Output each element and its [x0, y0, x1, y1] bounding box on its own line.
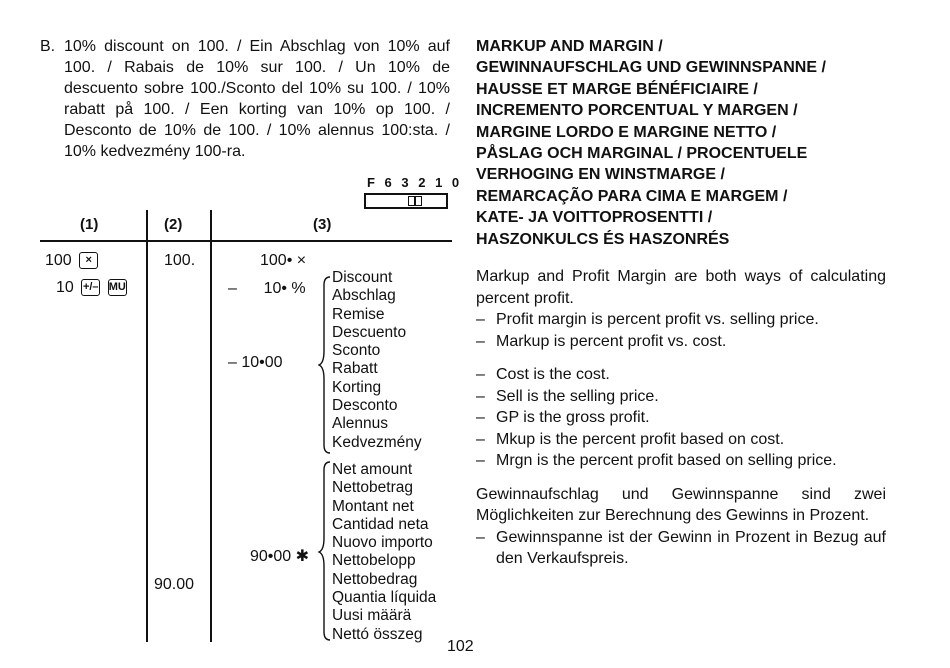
list-item: Nettobelopp	[332, 552, 416, 570]
right-column	[476, 36, 886, 570]
table-header-rule	[40, 240, 452, 242]
col1-row2	[56, 277, 127, 298]
col3-row3: – 10•00	[228, 354, 283, 371]
definition-list-1	[476, 309, 886, 352]
german-paragraph: Gewinnaufschlag und Gewinnspanne sind zwei Möglichkeiten zur Berechnung des Gewinns in Prozent.	[476, 485, 886, 525]
list-item: Discount	[332, 269, 393, 286]
list-item: Quantia líquida	[332, 589, 437, 607]
discount-term-list	[332, 269, 422, 452]
column-divider-2	[210, 210, 212, 642]
list-item: – Mkup is the percent profit based on cost.	[476, 430, 785, 448]
list-item: – Sell is the selling price.	[476, 387, 659, 405]
list-item: – Markup is percent profit vs. cost.	[476, 332, 727, 350]
col1-row1-value: 100	[45, 252, 72, 269]
list-item: Descuento	[332, 323, 407, 341]
col3-row4: 90•00 ✱	[250, 548, 310, 565]
list-item: Abschlag	[332, 287, 396, 305]
list-item: – GP is the gross profit.	[476, 409, 650, 427]
definition-list-3	[476, 527, 886, 570]
list-item: Remise	[332, 305, 385, 323]
col2-row2: 90.00	[154, 576, 195, 593]
heading-line: KATE- JA VOITTOPROSENTTI /	[476, 209, 713, 227]
list-item: Korting	[332, 378, 382, 396]
heading-line: GEWINNAUFSCHLAG UND GEWINNSPANNE /	[476, 59, 826, 77]
heading-line: INCREMENTO PORCENTUAL Y MARGEN /	[476, 102, 798, 120]
col3-row2: – 10• %	[228, 280, 306, 297]
switch-knob-icon	[408, 196, 422, 206]
net-brace-icon	[318, 460, 332, 642]
page-number: 102	[447, 638, 474, 655]
col1-row1	[45, 250, 98, 271]
heading-line: HAUSSE ET MARGE BÉNÉFICIAIRE /	[476, 80, 758, 98]
section-heading	[476, 36, 886, 250]
list-item: Montant net	[332, 497, 414, 515]
intro-paragraph	[40, 36, 450, 162]
column-header-3: (3)	[313, 216, 332, 233]
col3-row1: 100• ×	[260, 252, 307, 269]
list-item: Nuovo importo	[332, 534, 433, 552]
list-item: Net amount	[332, 461, 413, 478]
list-item: Nettobetrag	[332, 479, 413, 497]
net-amount-term-list	[332, 461, 436, 644]
list-item: Nettobedrag	[332, 570, 418, 588]
heading-line: VERHOGING EN WINSTMARGE /	[476, 166, 725, 184]
column-divider-1	[146, 210, 148, 642]
switch-label: F 6 3 2 1 0	[367, 175, 463, 190]
col1-row2-value: 10	[56, 279, 74, 296]
multiply-key: ×	[79, 252, 98, 269]
markup-key: MU	[108, 279, 127, 296]
list-item: Desconto	[332, 397, 398, 415]
definition-list-2	[476, 364, 886, 472]
col2-row1: 100.	[164, 252, 196, 269]
list-item: Uusi määrä	[332, 607, 412, 625]
example-description: 10% discount on 100. / Ein Abschlag von 10% auf 100. / Rabais de 10% sur 100. / Un 10% de descuento sobre 100./Sconto del 10% su 100. / 10% rabatt på 100. / Een korting van 10% op 100. / Desconto de 10% de 100. / 10% alennus 100:sta. / 10% kedvezmény 100-ra.	[64, 38, 450, 160]
markup-intro-paragraph: Markup and Profit Margin are both ways of calculating percent profit.	[476, 268, 886, 307]
list-item: Sconto	[332, 342, 381, 360]
heading-line: PÅSLAG OCH MARGINAL / PROCENTUELE	[476, 145, 808, 163]
heading-line: HASZONKULCS ÉS HASZONRÉS	[476, 230, 730, 248]
list-item: Rabatt	[332, 360, 378, 378]
list-item: – Mrgn is the percent profit based on selling price.	[476, 452, 837, 470]
example-label: B.	[40, 38, 56, 55]
list-item: Nettó összeg	[332, 625, 423, 643]
list-item: – Profit margin is percent profit vs. selling price.	[476, 311, 819, 329]
heading-line: MARKUP AND MARGIN /	[476, 38, 663, 55]
decimal-switch	[364, 193, 448, 209]
list-item: Kedvezmény	[332, 433, 422, 451]
sign-change-key: +/–	[81, 279, 100, 296]
discount-brace-icon	[318, 275, 332, 455]
heading-line: MARGINE LORDO E MARGINE NETTO /	[476, 123, 777, 141]
list-item: Cantidad neta	[332, 515, 429, 533]
column-header-2: (2)	[164, 216, 183, 233]
column-header-1: (1)	[80, 216, 99, 233]
list-item: Alennus	[332, 415, 389, 433]
list-item: – Gewinnspanne ist der Gewinn in Prozent in Bezug auf den Verkaufspreis.	[476, 528, 886, 568]
list-item: – Cost is the cost.	[476, 366, 610, 384]
heading-line: REMARCAÇÃO PARA CIMA E MARGEM /	[476, 187, 788, 205]
